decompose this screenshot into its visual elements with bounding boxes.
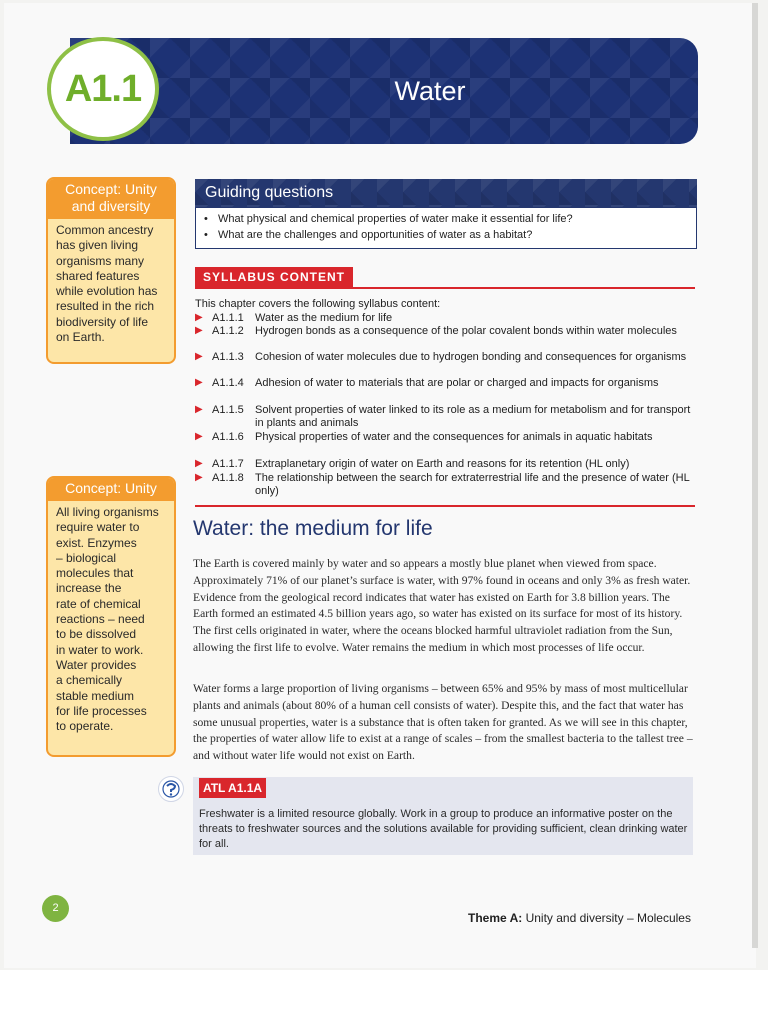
guiding-question: • What are the challenges and opportunities of water as a habitat? — [204, 229, 533, 241]
syllabus-code: A1.1.7 — [212, 458, 244, 470]
atl-text: Freshwater is a limited resource globally. Work in a group to produce an informative poster on the threats to freshwater sources and the solutions available for providing sufficient, clean drinking water for all. — [199, 808, 688, 850]
concept-heading: Concept: Unity and diversity — [48, 179, 174, 219]
concept-line: for life processes — [56, 703, 147, 718]
syllabus-text: Hydrogen bonds as a consequence of the polar covalent bonds within water molecules — [255, 325, 677, 337]
syllabus-code: A1.1.2 — [212, 325, 244, 337]
concept-line: increase the — [56, 581, 122, 596]
concept-line: biodiversity of life — [56, 314, 149, 329]
footer-theme-label: Theme A: — [468, 911, 523, 925]
syllabus-text: The relationship between the search for extraterrestrial life and the presence of water (HL only) — [255, 472, 690, 497]
syllabus-intro: This chapter covers the following syllabus content: — [195, 298, 441, 310]
atl-tag: ATL A1.1A — [199, 778, 266, 798]
guiding-question: • What physical and chemical properties of water make it essential for life? — [204, 213, 573, 225]
concept-line: Water provides — [56, 657, 137, 672]
page-edge — [752, 3, 758, 948]
syllabus-text: Physical properties of water and the consequences for animals in aquatic habitats — [255, 431, 653, 443]
concept-line: require water to — [56, 520, 140, 535]
syllabus-text: Adhesion of water to materials that are polar or charged and impacts for organisms — [255, 377, 659, 389]
section-heading: Water: the medium for life — [193, 517, 433, 540]
guiding-questions-heading: Guiding questions — [195, 179, 697, 207]
triangle-right-icon: ▶ — [195, 404, 203, 415]
body-paragraph: Water forms a large proportion of living organisms – between 65% and 95% by mass of most multicellular plants and animals (about 80% of a human cell consists of water). Despite this, and the fact that water has some unusual properties, water is a substance that is often taken for granted. As we will see in this chapter, the properties of water allow life to exist at a range of scales – from the smallest bacteria to the tallest tree – and without water life would not exist on Earth. — [193, 682, 693, 763]
concept-line: resulted in the rich — [56, 299, 155, 314]
concept-line: rate of chemical — [56, 596, 141, 611]
triangle-right-icon: ▶ — [195, 325, 203, 336]
concept-text — [48, 501, 174, 738]
syllabus-text: Solvent properties of water linked to its role as a medium for metabolism and for transport in plants and animals — [255, 404, 691, 429]
concept-line: while evolution has — [56, 284, 158, 299]
concept-line: shared features — [56, 268, 140, 283]
concept-line: reactions – need — [56, 612, 145, 627]
concept-line: All living organisms — [56, 505, 159, 519]
bullet-icon: • — [204, 229, 208, 241]
syllabus-code: A1.1.1 — [212, 312, 244, 324]
concept-line: in water to work. — [56, 642, 144, 657]
concept-line: a chemically — [56, 673, 123, 688]
question-head-icon-graphic — [162, 780, 180, 798]
concept-line: Common ancestry — [56, 223, 154, 237]
concept-line: molecules that — [56, 566, 134, 581]
triangle-right-icon: ▶ — [195, 312, 203, 323]
triangle-right-icon: ▶ — [195, 431, 203, 442]
syllabus-code: A1.1.8 — [212, 472, 244, 484]
concept-line: to operate. — [56, 719, 114, 734]
syllabus-text: Water as the medium for life — [255, 312, 393, 324]
concept-line: to be dissolved — [56, 627, 137, 642]
syllabus-code: A1.1.4 — [212, 377, 244, 389]
below-page-area — [0, 970, 768, 1024]
concept-text — [48, 219, 174, 349]
triangle-right-icon: ▶ — [195, 458, 203, 469]
concept-heading: Concept: Unity — [48, 478, 174, 501]
syllabus-text: Extraplanetary origin of water on Earth and reasons for its retention (HL only) — [255, 458, 630, 470]
page-number: 2 — [42, 895, 69, 922]
concept-box-unity — [46, 476, 176, 757]
triangle-right-icon: ▶ — [195, 351, 203, 362]
guiding-questions-box — [195, 207, 697, 249]
syllabus-rule — [195, 287, 695, 289]
triangle-right-icon: ▶ — [195, 377, 203, 388]
bullet-icon: • — [204, 213, 208, 225]
syllabus-code: A1.1.5 — [212, 404, 244, 416]
body-paragraph: The Earth is covered mainly by water and so appears a mostly blue planet when viewed from space. Approximately 71% of our planet’s surface is water, with 97% found in oceans and only 3% as fresh water. Evidence from the geological record indicates that water has existed on Earth for 3.8 billion years. The Earth formed an estimated 4.5 billion years ago, so water has existed on its surface for most of its history. The first cells originated in water, where the oceans blocked harmful ultraviolet radiation from the Sun, allowing the first life to evolve. Water remains the medium in which most processes of life occur. — [193, 557, 691, 654]
syllabus-end-rule — [195, 505, 695, 507]
question-head-icon — [158, 776, 184, 802]
chapter-number-badge: A1.1 — [47, 37, 159, 141]
concept-line: has given living — [56, 238, 139, 253]
syllabus-text: Cohesion of water molecules due to hydrogen bonding and consequences for organisms — [255, 351, 687, 363]
syllabus-code: A1.1.6 — [212, 431, 244, 443]
concept-line: on Earth. — [56, 330, 105, 345]
running-footer — [468, 911, 691, 925]
concept-line: stable medium — [56, 688, 135, 703]
concept-line: organisms many — [56, 253, 145, 268]
footer-theme-text: Unity and diversity – Molecules — [522, 911, 691, 925]
syllabus-code: A1.1.3 — [212, 351, 244, 363]
concept-box-unity-diversity — [46, 177, 176, 364]
chapter-title: Water — [394, 76, 466, 106]
concept-line: exist. Enzymes — [56, 535, 137, 550]
triangle-right-icon: ▶ — [195, 472, 203, 483]
concept-line: – biological — [56, 550, 117, 565]
syllabus-content-tag: SYLLABUS CONTENT — [195, 267, 353, 287]
